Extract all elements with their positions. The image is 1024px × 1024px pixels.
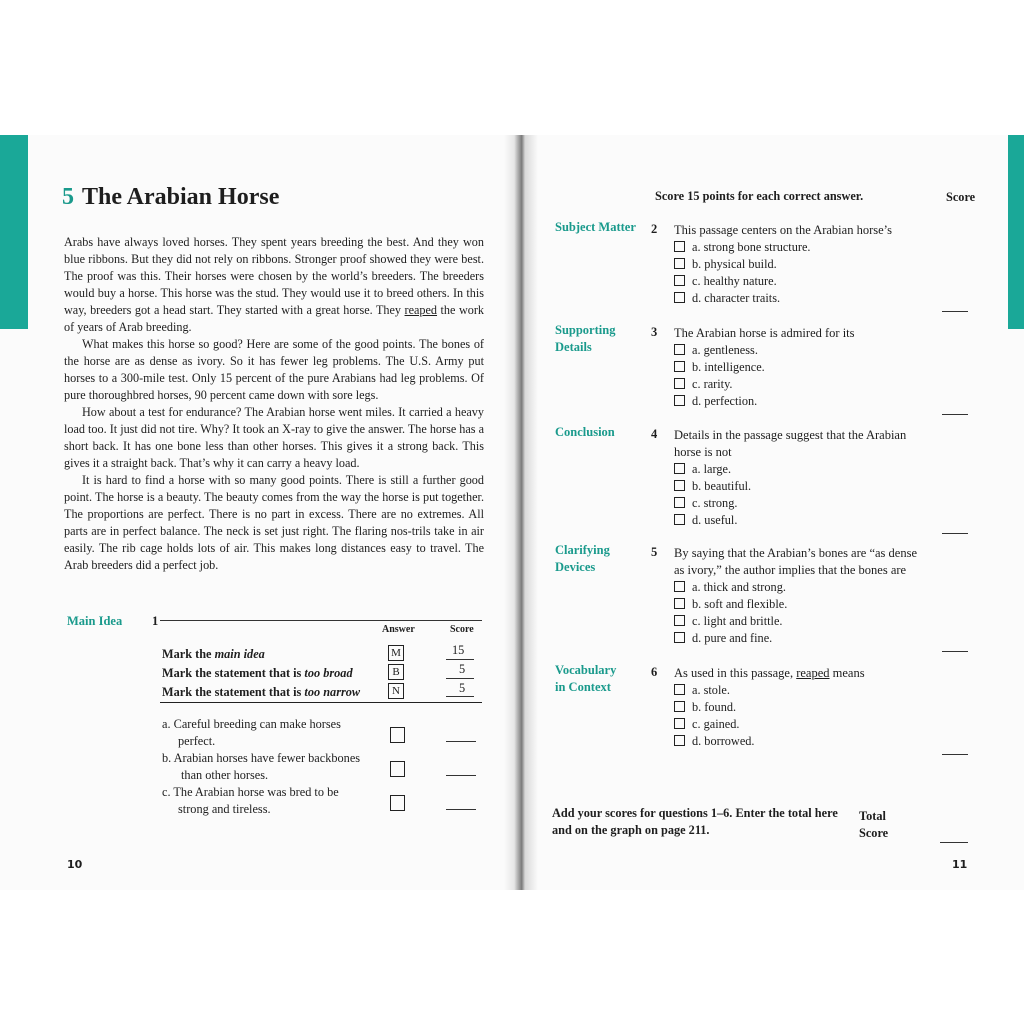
answer-option[interactable]: c. light and brittle.: [674, 613, 917, 630]
question-number: 2: [651, 222, 658, 236]
main-idea-row: Mark the main idea: [162, 647, 265, 661]
score-column-label: Score: [946, 190, 976, 204]
question-text: Details in the passage suggest that the Arabian horse is not a. large. b. beautiful. c. strong. d. useful.: [674, 428, 907, 527]
left-edge-tab: [0, 135, 28, 329]
paragraph: It is hard to find a horse with so many good points. There is still a further good point. The horse is a beauty. The beauty comes from the way the horse is put together. The proportions are perfect. There is no part in excess. There are no extremes. All parts are in perfect balance. The neck is set just right. The flaring nos-trils take in air easily. The rib cage holds lots of air. This makes long distances easy to travel. The Arab breeders did a perfect job.: [64, 473, 484, 572]
score-underline: [446, 678, 474, 679]
question-number: 3: [651, 325, 658, 339]
skill-label: Vocabulary in Context: [555, 663, 617, 694]
answer-option[interactable]: c. strong.: [674, 495, 906, 512]
checkbox[interactable]: [674, 275, 685, 286]
score-blank[interactable]: [446, 775, 476, 776]
question-number: 1: [152, 614, 159, 628]
answer-option[interactable]: a. gentleness.: [674, 342, 855, 359]
paragraph: What makes this horse so good? Here are some of the good points. The bones of the horse are as dense as ivory. So it has fewer leg problems. The U.S. Army put horses to a 300-mile test. Only 15 percent of the pure Arabians had leg problems. Of pure thoroughbred horses, 90 percent came down with sore legs.: [64, 337, 484, 402]
skill-label: Clarifying Devices: [555, 543, 610, 574]
vocab-word: reaped: [796, 666, 830, 680]
checkbox[interactable]: [674, 463, 685, 474]
question-text: By saying that the Arabian’s bones are “as dense as ivory,” the author implies that the bones are a. thick and strong. b. soft and flexible. c. light and brittle. d. pure and fine.: [674, 546, 917, 645]
answer-option[interactable]: c. rarity.: [674, 376, 855, 393]
checkbox[interactable]: [674, 684, 685, 695]
checkbox[interactable]: [674, 292, 685, 303]
answer-option[interactable]: b. physical build.: [674, 256, 892, 273]
score-blank[interactable]: [446, 809, 476, 810]
checkbox[interactable]: [674, 598, 685, 609]
question-number: 5: [651, 545, 658, 559]
checkbox[interactable]: [674, 344, 685, 355]
checkbox[interactable]: [674, 581, 685, 592]
answer-option[interactable]: b. beautiful.: [674, 478, 906, 495]
checkbox[interactable]: [674, 701, 685, 712]
answer-col-header: Answer: [382, 624, 415, 635]
paragraph: How about a test for endurance? The Arabian horse went miles. It carried a heavy load too. It just did not tire. Why? It took an X-ray to give the answer. The horse has a short back. It has one bone less than other horses. This gives it a strong back. This gives it a straight back. That’s why it can carry a heavy load.: [64, 405, 484, 470]
skill-label: Supporting Details: [555, 323, 616, 354]
page-number-right: 11: [952, 858, 968, 871]
answer-key-box: B: [388, 662, 404, 680]
scoring-instructions: Score 15 points for each correct answer.: [655, 189, 864, 203]
answer-option[interactable]: b. intelligence.: [674, 359, 855, 376]
story-text: [64, 234, 484, 574]
page-number-left: 10: [67, 858, 83, 871]
score-blank[interactable]: [942, 754, 968, 755]
answer-option[interactable]: a. stole.: [674, 682, 865, 699]
checkbox[interactable]: [674, 378, 685, 389]
question-number: 4: [651, 427, 658, 441]
question-number: 6: [651, 665, 658, 679]
checkbox[interactable]: [674, 718, 685, 729]
skill-label: Subject Matter: [555, 220, 636, 234]
answer-option[interactable]: d. useful.: [674, 512, 906, 529]
score-underline: [446, 659, 474, 660]
answer-option[interactable]: a. thick and strong.: [674, 579, 917, 596]
answer-box[interactable]: [390, 761, 405, 777]
answer-key-box: N: [388, 681, 404, 699]
answer-box[interactable]: [390, 795, 405, 811]
lesson-title: [62, 184, 279, 211]
answer-key-box: M: [388, 643, 404, 661]
checkbox[interactable]: [674, 258, 685, 269]
checkbox[interactable]: [674, 241, 685, 252]
total-score-label: Total Score: [859, 809, 889, 840]
row-score: 15: [452, 643, 465, 657]
skill-label: Conclusion: [555, 425, 615, 439]
title-text: The Arabian Horse: [82, 184, 280, 210]
checkbox[interactable]: [674, 361, 685, 372]
row-score: 5: [459, 681, 466, 695]
statement-c: c. The Arabian horse was bred to be strong and tireless.: [162, 785, 339, 816]
checkbox[interactable]: [674, 735, 685, 746]
score-blank[interactable]: [942, 414, 968, 415]
answer-option[interactable]: a. strong bone structure.: [674, 239, 892, 256]
paragraph: Arabs have always loved horses. They spent years breeding the best. And they won blue ribbons. But they did not rely on ribbons. Stronger proof showed they were best. The proof was this. Their horses were chosen by the world’s breeders. The breeders would buy a horse. This horse was the stud. They would use it to breed others. In this way, breeders got a head start. They started with a great horse. They reaped the work of years of Arab breeding.: [64, 235, 484, 334]
answer-option[interactable]: d. character traits.: [674, 290, 892, 307]
checkbox[interactable]: [674, 514, 685, 525]
statement-b: b. Arabian horses have fewer backbones than other horses.: [162, 751, 361, 782]
question-text: As used in this passage, reaped means a. stole. b. found. c. gained. d. borrowed.: [674, 666, 865, 748]
checkbox[interactable]: [674, 615, 685, 626]
question-text: The Arabian horse is admired for its a. gentleness. b. intelligence. c. rarity. d. perfection.: [674, 326, 855, 408]
too-broad-row: Mark the statement that is too broad: [162, 666, 353, 680]
checkbox[interactable]: [674, 480, 685, 491]
score-col-header: Score: [450, 624, 474, 635]
answer-option[interactable]: d. perfection.: [674, 393, 855, 410]
total-score-blank[interactable]: [940, 842, 968, 843]
book-gutter: [504, 135, 538, 890]
right-edge-tab: [1008, 135, 1024, 329]
row-score: 5: [459, 662, 466, 676]
answer-option[interactable]: b. found.: [674, 699, 865, 716]
total-instructions: Add your scores for questions 1–6. Enter the total here and on the graph on page 211.: [552, 806, 838, 837]
answer-option[interactable]: c. gained.: [674, 716, 865, 733]
divider: [160, 620, 482, 621]
divider: [160, 702, 482, 703]
checkbox[interactable]: [674, 497, 685, 508]
question-text: This passage centers on the Arabian horse’s a. strong bone structure. b. physical build. c. healthy nature. d. character traits.: [674, 223, 892, 305]
answer-option[interactable]: c. healthy nature.: [674, 273, 892, 290]
too-narrow-row: Mark the statement that is too narrow: [162, 685, 361, 699]
score-blank[interactable]: [446, 741, 476, 742]
score-blank[interactable]: [942, 651, 968, 652]
statement-a: a. Careful breeding can make horses perfect.: [162, 717, 341, 748]
lesson-number: 5: [62, 184, 74, 210]
answer-option[interactable]: d. borrowed.: [674, 733, 865, 750]
score-blank[interactable]: [942, 533, 968, 534]
vocab-word: reaped: [404, 303, 438, 317]
checkbox[interactable]: [674, 395, 685, 406]
main-idea-label: Main Idea: [67, 614, 123, 628]
answer-option[interactable]: d. pure and fine.: [674, 630, 917, 647]
answer-option[interactable]: b. soft and flexible.: [674, 596, 917, 613]
score-blank[interactable]: [942, 311, 968, 312]
answer-box[interactable]: [390, 727, 405, 743]
checkbox[interactable]: [674, 632, 685, 643]
score-underline: [446, 696, 474, 697]
answer-option[interactable]: a. large.: [674, 461, 906, 478]
